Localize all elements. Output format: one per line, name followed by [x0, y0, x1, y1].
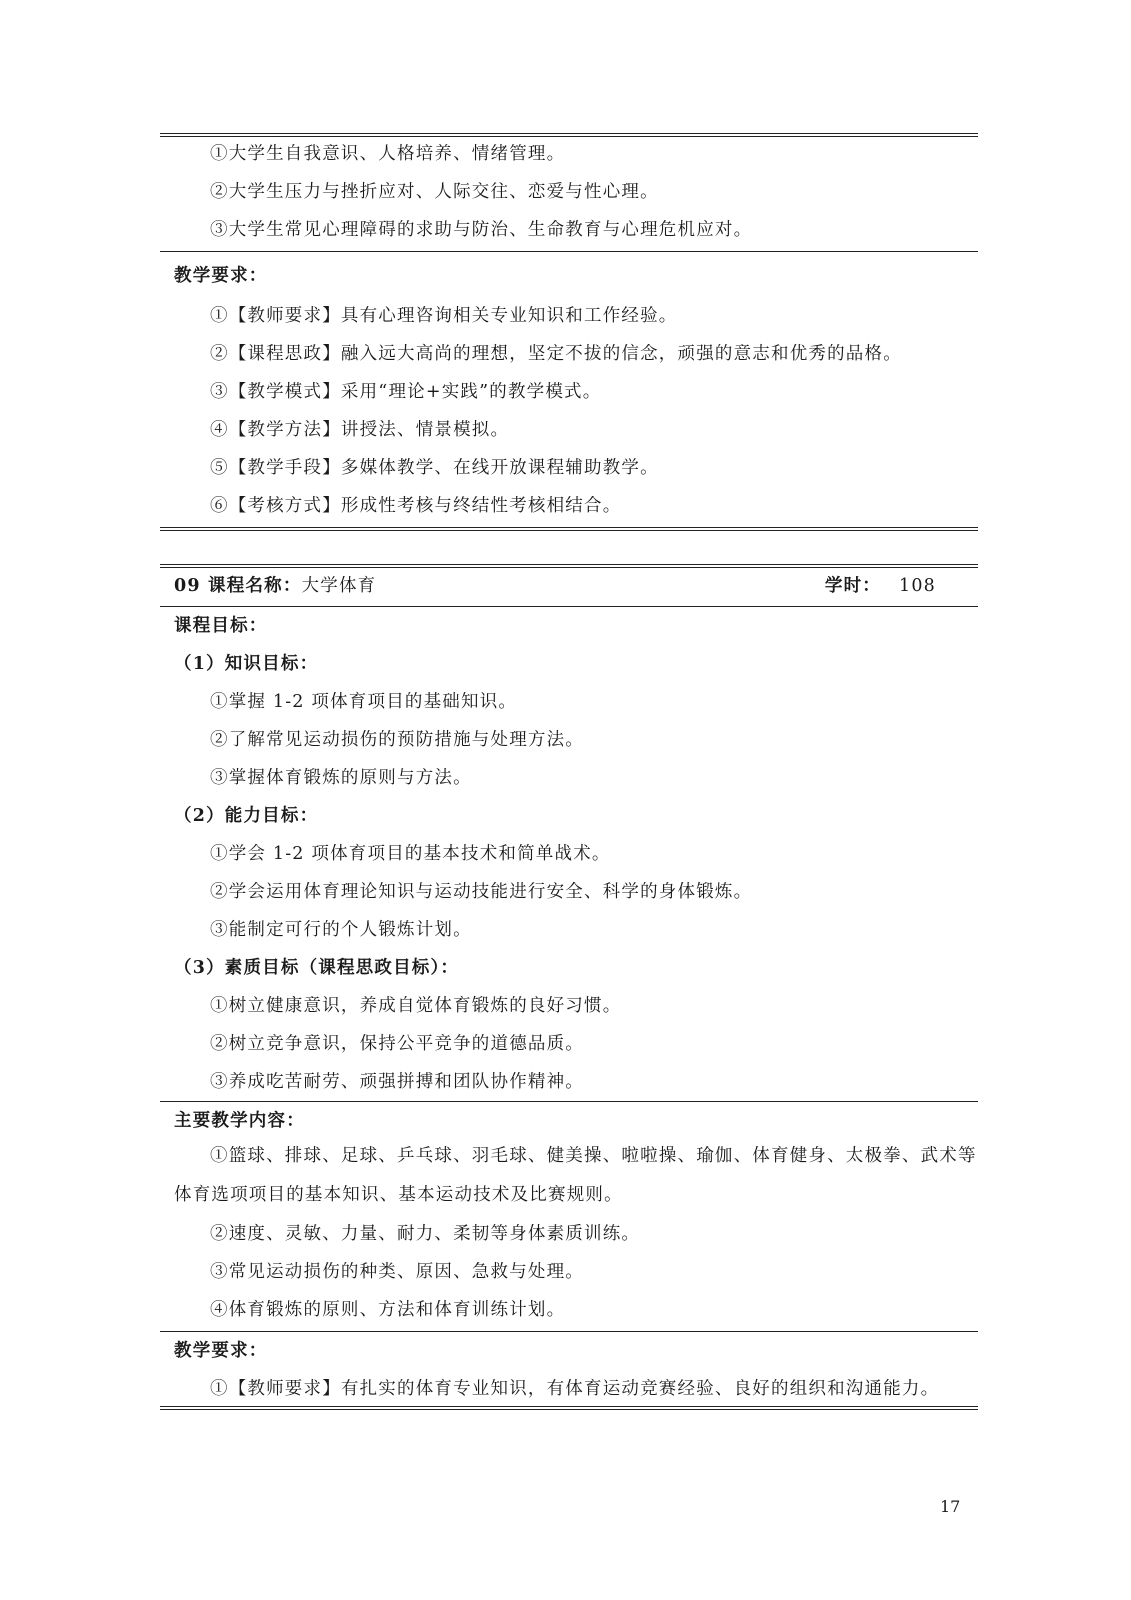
list-item: ③【教学模式】采用“理论+实践”的教学模式。: [210, 382, 602, 402]
course09-top-border: [160, 564, 978, 568]
requirements-heading: 教学要求：: [174, 266, 268, 286]
list-item: ④【教学方法】讲授法、情景模拟。: [210, 420, 510, 440]
top-table-border: [160, 133, 978, 137]
list-item: ②【课程思政】融入远大高尚的理想，坚定不拔的信念，顽强的意志和优秀的品格。: [210, 344, 902, 364]
list-item: ⑥【考核方式】形成性考核与终结性考核相结合。: [210, 496, 622, 516]
content-item-wrap: ①篮球、排球、足球、乒乓球、羽毛球、健美操、啦啦操、瑜伽、体育健身、太极拳、武术等体育选项项目的基本知识、基本运动技术及比赛规则。: [174, 1146, 977, 1205]
quality-heading: （3）素质目标（课程思政目标）：: [174, 958, 460, 978]
goals-heading: 课程目标：: [174, 616, 268, 636]
divider: [160, 251, 978, 252]
course09-bottom-border: [160, 1406, 978, 1410]
content-heading: 主要教学内容：: [174, 1111, 305, 1131]
course-name: 大学体育: [301, 576, 377, 596]
hours-label: 学时：: [824, 576, 881, 596]
list-item: ②了解常见运动损伤的预防措施与处理方法。: [210, 730, 584, 750]
list-item: ①学会 1-2 项体育项目的基本技术和简单战术。: [210, 844, 611, 864]
list-item: ②学会运用体育理论知识与运动技能进行安全、科学的身体锻炼。: [210, 882, 753, 902]
list-item: ②树立竞争意识，保持公平竞争的道德品质。: [210, 1034, 584, 1054]
knowledge-heading: （1）知识目标：: [174, 654, 319, 674]
divider: [160, 1101, 978, 1102]
top-table-bottom-border: [160, 527, 978, 531]
requirements-heading: 教学要求：: [174, 1341, 268, 1361]
list-item: ①掌握 1-2 项体育项目的基础知识。: [210, 692, 518, 712]
page-number: 17: [940, 1497, 961, 1516]
list-item: ③能制定可行的个人锻炼计划。: [210, 920, 472, 940]
list-item: ①树立健康意识，养成自觉体育锻炼的良好习惯。: [210, 996, 622, 1016]
list-item: ③掌握体育锻炼的原则与方法。: [210, 768, 472, 788]
course-name-label: 09 课程名称：: [174, 576, 302, 596]
list-item: ①【教师要求】具有心理咨询相关专业知识和工作经验。: [210, 306, 678, 326]
course-hours: [825, 572, 936, 597]
list-item: ③大学生常见心理障碍的求助与防治、生命教育与心理危机应对。: [210, 220, 753, 240]
list-item: ③养成吃苦耐劳、顽强拼搏和团队协作精神。: [210, 1072, 584, 1092]
divider: [160, 1331, 978, 1332]
list-item: ①大学生自我意识、人格培养、情绪管理。: [210, 144, 566, 164]
ability-heading: （2）能力目标：: [174, 806, 319, 826]
list-item: ④体育锻炼的原则、方法和体育训练计划。: [210, 1300, 566, 1320]
divider: [160, 606, 978, 607]
list-item: ②大学生压力与挫折应对、人际交往、恋爱与性心理。: [210, 182, 659, 202]
hours-value: 108: [898, 576, 936, 596]
list-item: ②速度、灵敏、力量、耐力、柔韧等身体素质训练。: [210, 1224, 641, 1244]
list-item: ③常见运动损伤的种类、原因、急救与处理。: [210, 1262, 584, 1282]
list-item: ⑤【教学手段】多媒体教学、在线开放课程辅助教学。: [210, 458, 659, 478]
list-item: ①【教师要求】有扎实的体育专业知识，有体育运动竞赛经验、良好的组织和沟通能力。: [210, 1379, 940, 1399]
